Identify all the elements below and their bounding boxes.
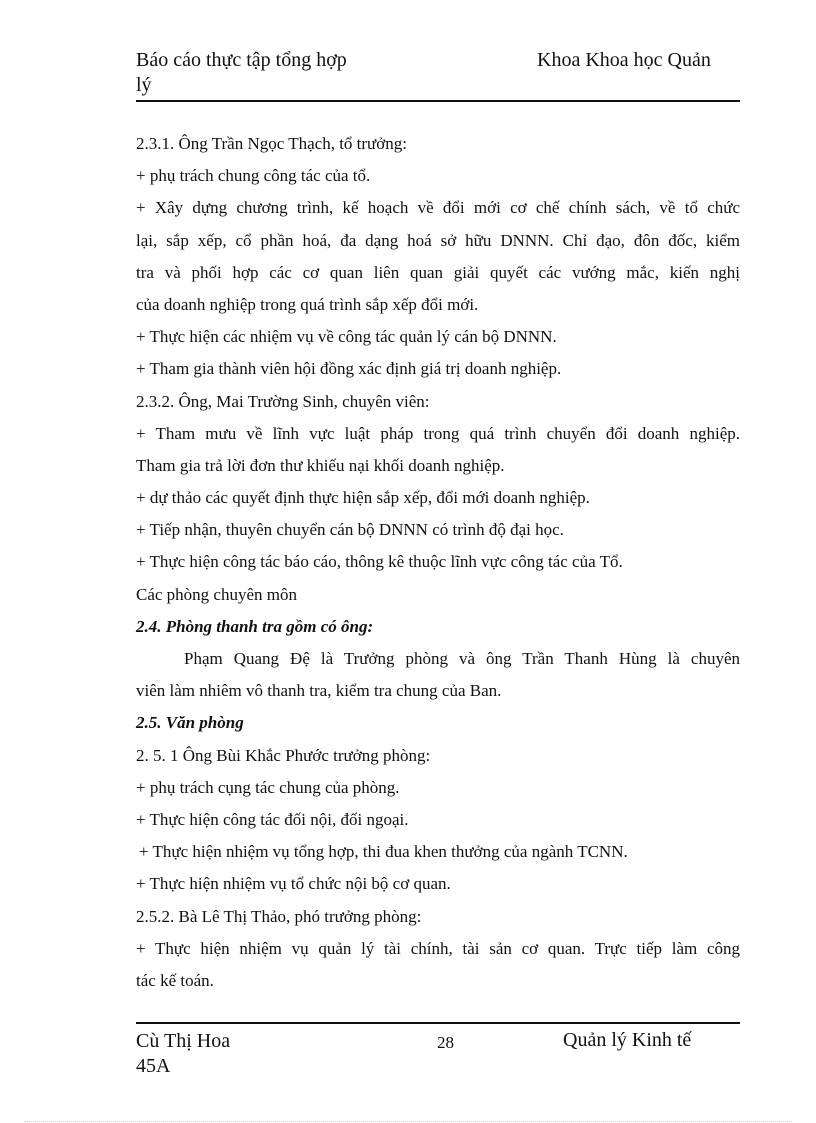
- footer-author: [136, 1029, 230, 1079]
- footer-author-class: 45A: [136, 1055, 171, 1077]
- header-left-line2: lý: [136, 74, 152, 96]
- paragraph-line: + Tham gia thành viên hội đồng xác định giá trị doanh nghiệp.: [136, 359, 562, 379]
- page-footer: [136, 1022, 740, 1084]
- header-faculty: Khoa Khoa học Quản: [537, 49, 711, 71]
- document-body: [136, 128, 740, 997]
- paragraph-line: + phụ trách chung công tác của tổ.: [136, 166, 371, 186]
- paragraph-line: + Thực hiện các nhiệm vụ về công tác quản lý cán bộ DNNN.: [136, 327, 557, 347]
- paragraph-line: tác kế toán.: [136, 970, 214, 990]
- footer-author-name: Cù Thị Hoa: [136, 1030, 231, 1052]
- paragraph-line: của doanh nghiệp trong quá trình sắp xếp đổi mới.: [136, 294, 479, 314]
- paragraph-line: + Thực hiện công tác đối nội, đối ngoại.: [136, 809, 409, 829]
- paragraph-line: Các phòng chuyên môn: [136, 584, 297, 604]
- paragraph-line: + phụ trách cụng tác chung của phòng.: [136, 777, 400, 797]
- paragraph-line: + Thực hiện nhiệm vụ tổ chức nội bộ cơ quan.: [136, 874, 451, 894]
- section-heading-2-5-2: 2.5.2. Bà Lê Thị Thảo, phó trưởng phòng:: [136, 906, 422, 926]
- paragraph-line: tra và phối hợp các cơ quan liên quan giải quyết các vướng mắc, kiến nghị: [136, 262, 740, 282]
- paragraph-line: Phạm Quang Đệ là Trưởng phòng và ông Trần Thanh Hùng là chuyên: [184, 649, 740, 668]
- section-heading-2-5: 2.5. Văn phòng: [136, 713, 244, 733]
- paragraph-line: + Xây dựng chương trình, kế hoạch về đổi mới cơ chế chính sách, về tổ chức: [136, 198, 740, 218]
- header-left-line1: Báo cáo thực tập tổng hợp: [136, 49, 347, 71]
- page-header: [136, 48, 740, 102]
- paragraph-line: + Tham mưu về lĩnh vực luật pháp trong quá trình chuyển đổi doanh nghiệp.: [136, 423, 740, 443]
- footer-department: Quản lý Kinh tế: [563, 1029, 692, 1051]
- paragraph-line: lại, sắp xếp, cổ phần hoá, đa dạng hoá sở hữu DNNN. Chỉ đạo, đôn đốc, kiểm: [136, 230, 740, 250]
- paragraph-line: + dự thảo các quyết định thực hiện sắp xếp, đổi mới doanh nghiệp.: [136, 488, 590, 508]
- paragraph-line: + Thực hiện nhiệm vụ quản lý tài chính, tài sản cơ quan. Trực tiếp làm công: [136, 938, 740, 958]
- section-heading-2-3-1: 2.3.1. Ông Trần Ngọc Thạch, tổ trưởng:: [136, 134, 407, 153]
- paragraph-line: + Thực hiện nhiệm vụ tổng hợp, thi đua khen thưởng của ngành TCNN.: [139, 842, 628, 862]
- paragraph-line: Tham gia trả lời đơn thư khiếu nại khối doanh nghiệp.: [136, 455, 505, 475]
- paragraph-line: viên làm nhiêm vô thanh tra, kiểm tra chung của Ban.: [136, 681, 502, 701]
- section-heading-2-5-1: 2. 5. 1 Ông Bùi Khắc Phước trưởng phòng:: [136, 745, 431, 765]
- page-number: 28: [437, 1033, 454, 1052]
- paragraph-line: + Thực hiện công tác báo cáo, thông kê thuộc lĩnh vực công tác của Tổ.: [136, 552, 623, 572]
- header-report-title: [136, 48, 347, 98]
- section-heading-2-3-2: 2.3.2. Ông, Mai Trường Sinh, chuyên viên:: [136, 391, 430, 411]
- page-bottom-divider: [24, 1121, 792, 1122]
- paragraph-line: + Tiếp nhận, thuyên chuyển cán bộ DNNN có trình độ đại học.: [136, 520, 564, 540]
- section-heading-2-4: 2.4. Phòng thanh tra gồm có ông:: [136, 616, 374, 636]
